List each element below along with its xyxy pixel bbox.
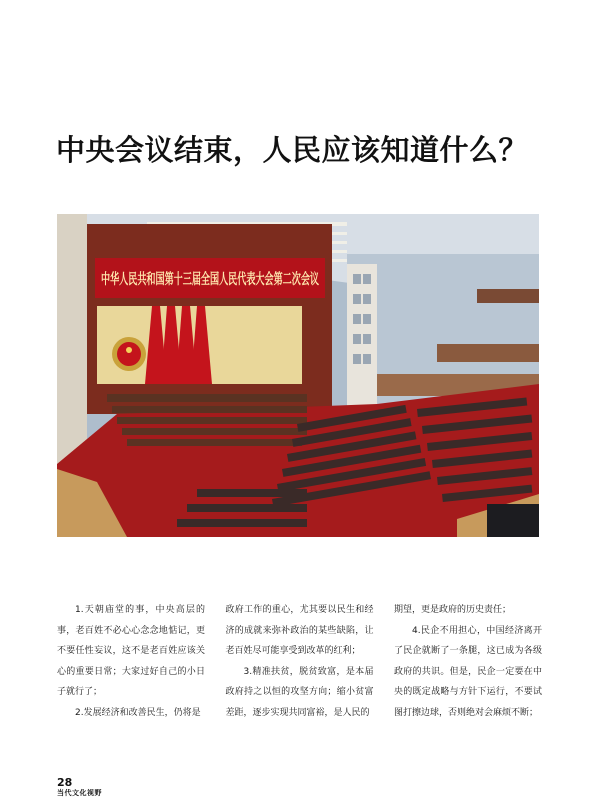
banner-text: 中华人民共和国第十三届全国人民代表大会第二次会议 <box>101 271 449 288</box>
congress-hall-photo <box>57 214 539 537</box>
magazine-name-line1: 当代 <box>57 788 72 797</box>
column-2 <box>226 600 374 723</box>
paragraph: 期望，更是政府的历史责任； <box>394 605 512 615</box>
page-footer <box>57 777 102 797</box>
column-1 <box>57 600 205 723</box>
paragraph: 政府工作的重心，尤其要以民生和经济的成就来弥补政治的某些缺陷，让老百姓尽可能享受到改革的红利； <box>225 605 374 656</box>
magazine-name <box>57 789 102 797</box>
column-3 <box>394 600 542 723</box>
paragraph: 3.精准扶贫，脱贫致富，是本届政府持之以恒的攻坚方向；缩小贫富差距，逐步实现共同富裕，是人民的 <box>225 666 374 718</box>
paragraph: 2.发展经济和改善民生，仍将是 <box>75 707 201 718</box>
magazine-name-line2: 文化视野 <box>72 788 102 797</box>
page-number: 28 <box>57 776 73 789</box>
article-body <box>57 600 542 723</box>
paragraph: 4.民企不用担心，中国经济离开了民企就断了一条腿，这已成为各级政府的共识。但是，民企一定要在中央的既定战略与方针下运行，不要试图打擦边球，否则绝对会麻烦不断； <box>394 625 542 718</box>
article-title: 中央会议结束，人民应该知道什么？ <box>56 133 529 167</box>
paragraph: 1.天朝庙堂的事，中央高层的事，老百姓不必心心念念地惦记，更不要任性妄议，这不是老百姓应该关心的重要日常；大家过好自己的小日子就行了； <box>57 605 205 697</box>
